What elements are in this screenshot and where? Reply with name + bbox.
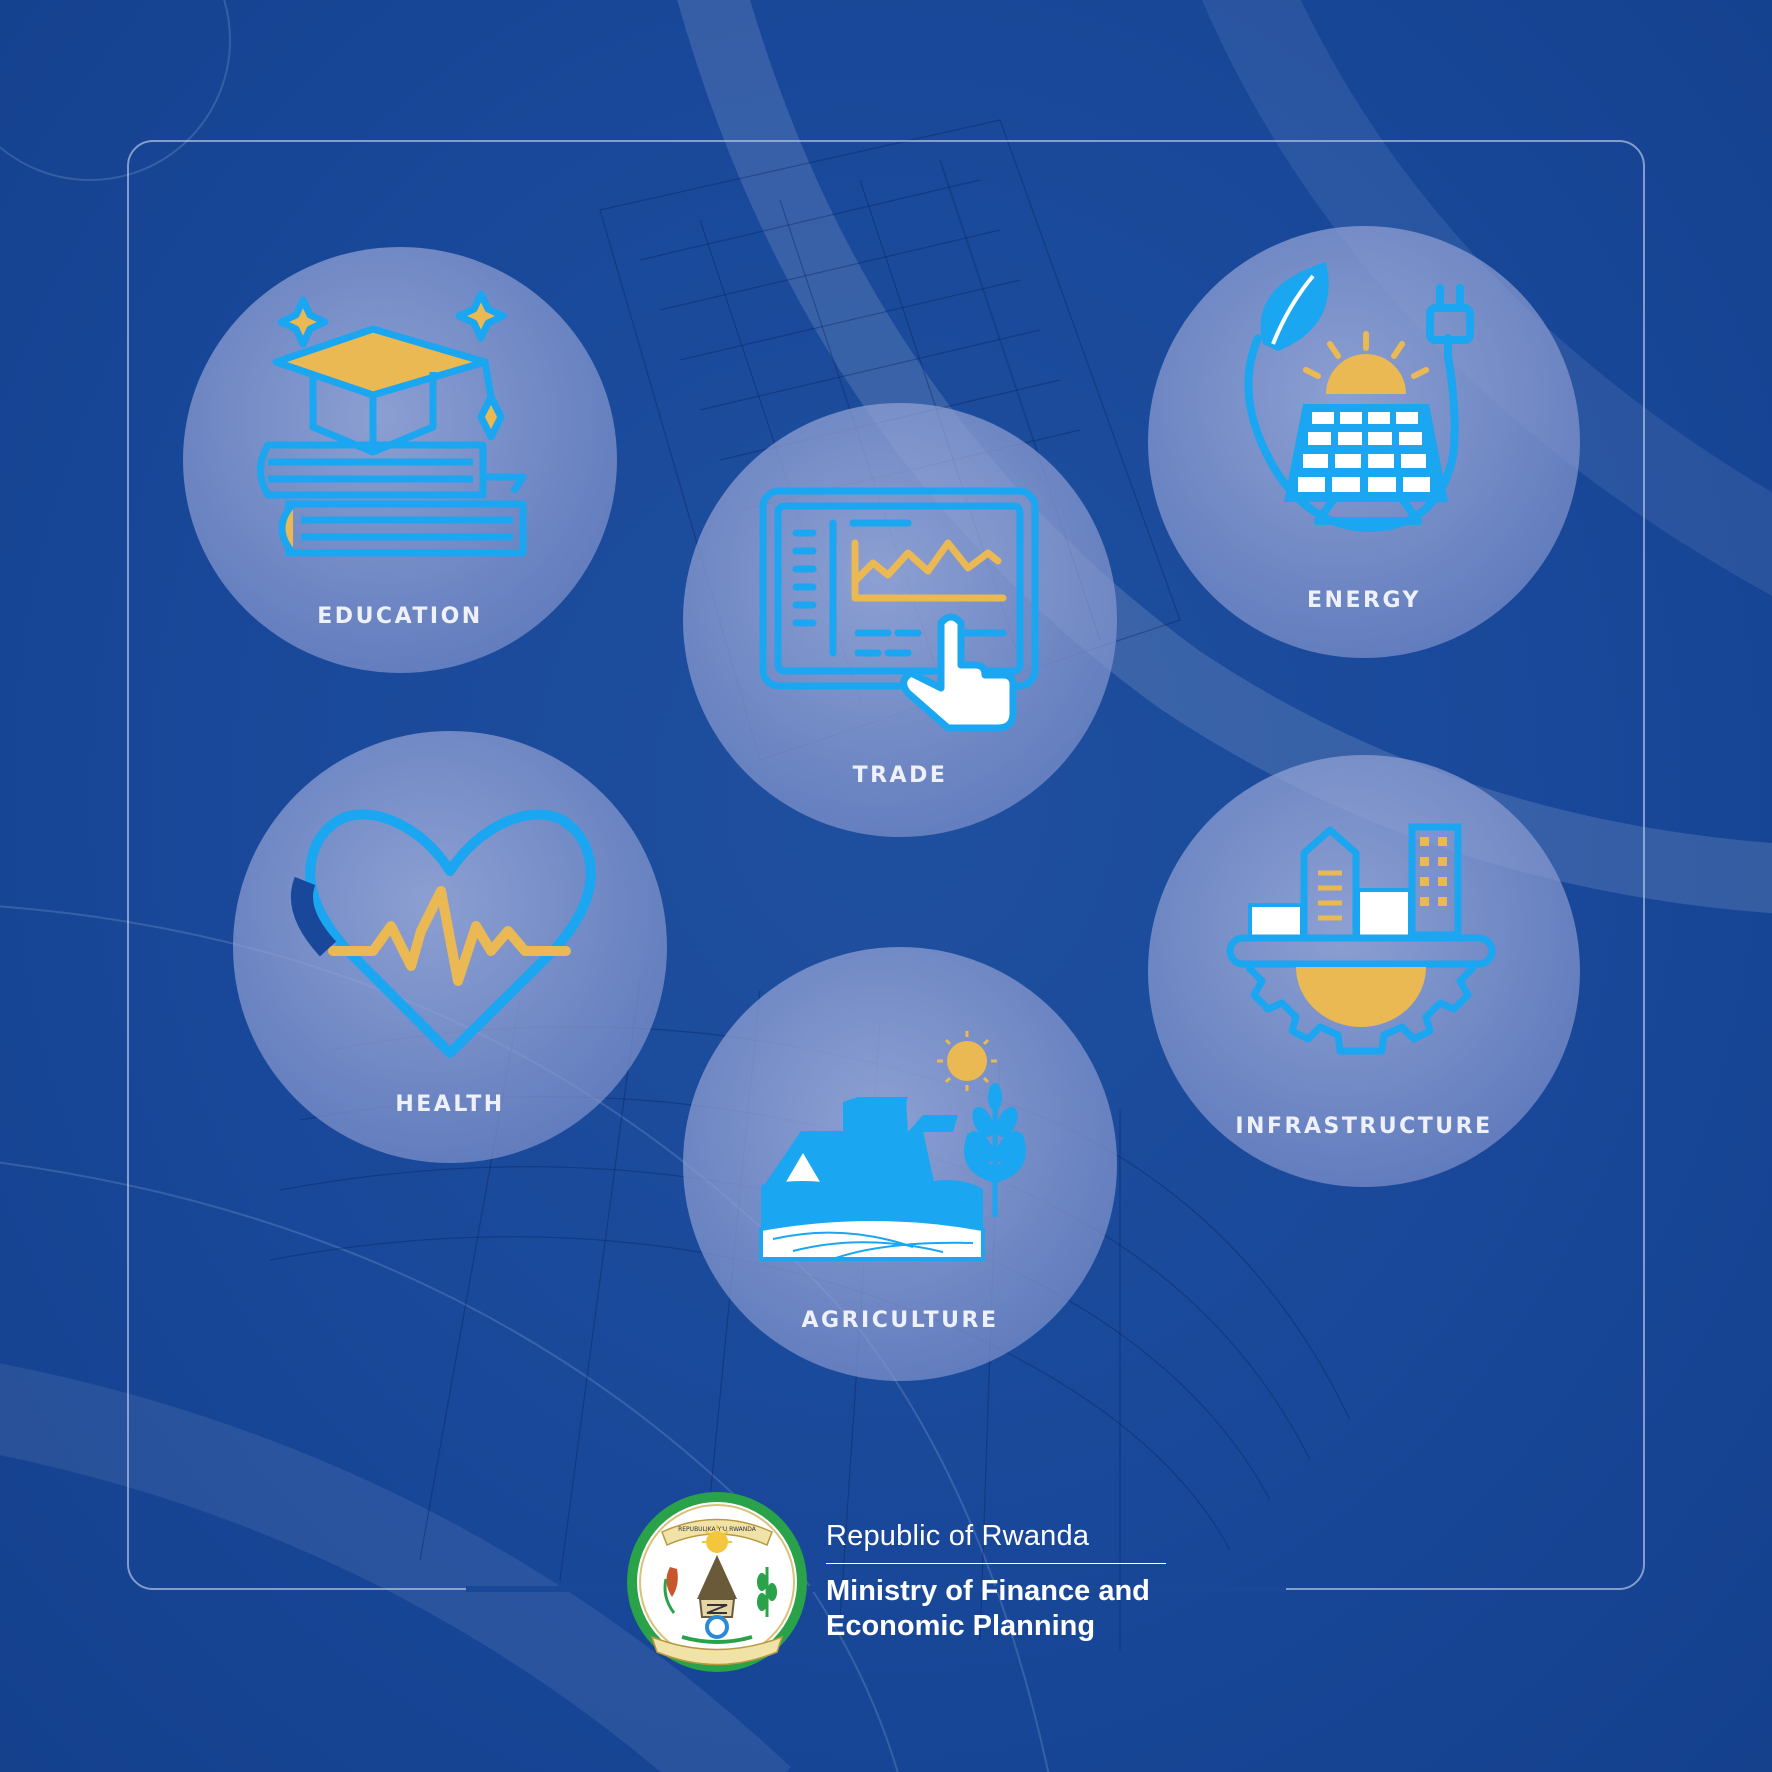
- ministry-name-line1: Ministry of Finance and: [826, 1575, 1150, 1607]
- rwanda-coat-of-arms-logo: [622, 1487, 812, 1687]
- ministry-name-line2: Economic Planning: [826, 1610, 1096, 1642]
- sector-education: [183, 247, 617, 673]
- sector-label: ENERGY: [1307, 588, 1421, 613]
- sector-label: TRADE: [852, 763, 948, 788]
- ministry-title-block: [826, 1520, 1166, 1644]
- sector-health: [233, 731, 667, 1163]
- sector-label: AGRICULTURE: [801, 1308, 999, 1333]
- sector-energy: [1148, 226, 1580, 658]
- sector-label: EDUCATION: [317, 604, 483, 629]
- sector-infrastructure: [1148, 755, 1580, 1187]
- country-name: Republic of Rwanda: [826, 1520, 1166, 1564]
- sector-agriculture: [683, 947, 1117, 1381]
- sector-label: HEALTH: [395, 1092, 505, 1117]
- sector-label: INFRASTRUCTURE: [1235, 1114, 1493, 1139]
- svg-text:REPUBULIKA Y'U RWANDA: REPUBULIKA Y'U RWANDA: [678, 1526, 756, 1533]
- sector-trade: [683, 403, 1117, 837]
